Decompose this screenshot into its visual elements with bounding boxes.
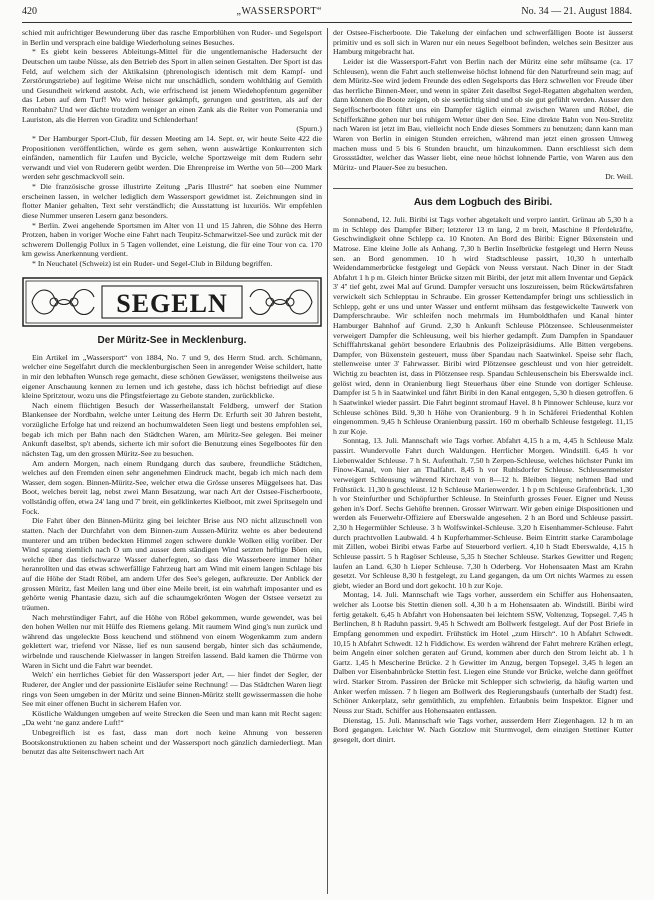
left-column	[22, 28, 322, 894]
note-paragraph: * Berlin. Zwei angehende Sportsmen im Alter von 11 und 15 Jahren, die Söhne des Herrn Protzen, haben in voriger Woche eine Fahrt nach Teupitz-Schmarwitzel-See und zurück mit der schwerem Dollengig Pollux in 5 Tagen vollendet, eine Leistung, die für eine Tour von ca. 170 km gewiss Anerkennung verdient.	[22, 220, 322, 259]
note-signature: (Spurn.)	[296, 124, 322, 134]
article-paragraph: Köstliche Waldungen umgeben auf weite Strecken die Seen und man kann mit Recht sagen: „Da weht ‘ne ganz andere Luft!“	[22, 708, 322, 728]
right-column	[333, 28, 633, 894]
article-heading: Der Müritz-See in Mecklenburg.	[97, 334, 247, 346]
column-divider	[327, 28, 328, 894]
article-paragraph: Die Fahrt über den Binnen-Müritz ging bei leichter Brise aus NO nicht allzuschnell von statten. Nach der Durchfahrt von dem Binnen-zum Aussen-Müritz wehte es aber bedeutend munterer und am trüben bedeckten Himmel zogen schwere dunkle Wolken eilig vorüber. Der Wind sprang ziemlich nach O um und ausser dem ständigen Wind setzten heftige Böen ein, welche über das tiefschwarze Wasser daherfegten, so dass die Wasserbeere immer höher heranrollten und das etwas schwerfällige Fahrzeug hart am Wind mit einem langen Schlage bis auf die Höhe der Stadt Röbel, am andern Ufer des See's gelegen, aufkreuzte. Der Anblick der grossen Müritz, fast Meilen lang und über eine Meile breit, ist ein wahrhaft imposanter und es gehörte wenig Phantasie dazu, sich auf die schaumgekrönten Wogen der Ostsee versetzt zu träumen.	[22, 516, 322, 612]
logbook-entry: Montag, 14. Juli. Mannschaft wie Tags vorher, ausserdem ein Schiffer aus Hohensaaten, welcher als Lootse bis Stettin dienen soll. 4,30 h a m Hohensaaten ab. Windstill. Biribi wird fertig getakelt. 6,45 h Abfahrt von Hohensaaten bei leichtem SSW, Voltenzug, Topsegel. 7,45 h Berlinchen, 8 h Raduhn passirt. 9,45 h Schwedt am Bollwerk festgelegt. Auf der Post Briefe in Empfang genommen und expedirt. Frühstück im Hotel „zum Hirsch“. 10 h Abfahrt Schwedt. 10,15 h Abfahrt Schwedt. 12 h Fiddichow. Es werden während der Fahrt mehrere Krähen erlegt, beim Angeln einer solchen geraten auf Grund, kommen aber durch den Strom leicht ab. 1 h Gartz. 1,45 h Mescherine Brücke. 2 h Gewitter im Anzug, bergen Topsegel. 3,45 h legen an Dalben vor Eisenbahnbrücke Stettin fest. Liegen eine Stunde vor Brücke, welche dann geöffnet wird. Starker Strom. Passiren der Brücke mit Schlepper sich schwierig, da häufig warten und Anker werfen müssen. 7 h liegen am Bollwerk des Regierungsbaufs (unterhalb der Stadt) fest. Schöner Ankerplatz, sehr gemüthlich, zu empfehlen. Erlaubnis beim Inspektor. Eigner und Neuss zur Stadt. Schiffer aus Hohensaaten entlassen.	[333, 590, 633, 715]
article-signature: Dr. Weil.	[605, 172, 633, 182]
article-paragraph: der Ostsee-Fischerboote. Die Takelung der einfachen und schwerfälligen Boote ist äusserst primitiv und es soll sich in Waren nur ein neues Segelboot befinden, welches sein Besitzer aus Hamburg mitgebracht hat.	[333, 28, 633, 57]
article-paragraph: Nach mehrstündiger Fahrt, auf die Höhe von Röbel gekommen, wurde gewendet, was bei den hohen Wellen nur mit Hülfe des Riemens gelang. Mit raumem Wind ging's nun zurück und während das ungeleckte Boss keuchend und stöhnend von einem Wogenkamm zum andern geklettert war, triefend vor Nässe, lief es nun sausend bergab, hinter sich das schäumende, wirbelnde und rauschende Kielwasser in langen Streifen lassend. Bald kamen die Thürme von Waren in Sicht und die Fahrt war beendet.	[22, 612, 322, 670]
article-paragraph: Am andern Morgen, nach einem Rundgang durch das saubere, freundliche Städtchen, welches auf den Fremden einen sehr angenehmen Eindruck macht, begab ich mich nach dem Wasser, dem sogen. Binnen-Müritz-See, welcher etwa die Grösse unseres Müggelsees hat. Das Boot, welches bereit lag, nebst zwei Mann Besatzung, war nach Art der Ostsee-Fischerboote, vollständig offen, etwa 24' lang und 7' breit, ein gelklinkertes Kielboot, mit zwei Spritsegeln und Fock.	[22, 458, 322, 516]
article-paragraph: Nach einem flüchtigen Besuch der Wasserheilanstalt Feldberg, umwerf der Station Blankensee der Nordbahn, welche unter Leitung des Herrn Dr. Erfurth seit 30 Jahren besteht, vorzügliche Erfolge hat und reizend an hochumwaldeten Seen liegt und bestens empfohlen sei, begab ich mich per Bahn nach den Städtchen Waren, am Müritz-See gelegen. Bei meiner Ankunft daselbst, sp't abends, sicherte ich mir sofort die Benutzung eines Segelbootes für den nächsten Tag, um den grossen Müritz-See zu besuchen.	[22, 400, 322, 458]
article-paragraph: Ein Artikel im „Wassersport“ von 1884, No. 7 und 9, des Herrn Stud. arch. Schümann, welcher eine Segelfahrt durch die mecklenburgischen Seen in anregender Weise schildert, hatte in mir den lebhaften Wunsch rege gemacht, diese schönen Gewässer, wenigstens theilweise aus eigener Anschauung kennen zu lernen und ich gestehe, dass ich höchst befriedigt auf diese kleine Spritztour, wozu uns die Pfingstfeiertage zu Gebote standen, zurückblicke.	[22, 352, 322, 401]
note-paragraph: * Es giebt kein besseres Ableitungs-Mittel für die ungentlemanische Hadersucht der Deutschen um taube Nüsse, als den Betrieb des Sport in allen seinen Gestalten. Der Sport ist das Feld, auf welchem sich der Aktikalsinn (phrenologisch identisch mit dem Kampf- und Zerstörungstriebe) auf legitime Weise nicht nur unschädlich, sondern wohlthätig auf Gemüth und Gesundheit wirkend austobt. Ach, wie erfrischend ist jenem Wiedehopfentum gegenüber das Leben auf dem Turf! Wo wird heisser gekämpft, gerungen und gestritten, als auf der Rennbahn? Und wer dächte trotzdem weniger an einen Zank als die Reiter von Pomerania und Lauriston, als die Herren von Graditz und Schlenderhan!	[22, 47, 322, 124]
article-paragraph: Leider ist die Wassersport-Fahrt von Berlin nach der Müritz eine sehr mühsame (ca. 17 Schleusen), wenn die Fahrt auch stellenweise höchst lohnend für den Naturfreund sein mag; auf dem Müritz-See wird jedem Freunde des edlen Segelsports das Herz schwellen vor Freude über das herrliche Binnen-Meer, und wenn in später Zeit daselbst Segel-Regatten abgehalten werden, dann können die Boote zeigen, ob sie seetüchtig sind und ob sie gut gefühlt werden. Ausser den Segelfischerbooten führt uns ein Dampfer täglich einmal zwischen Waren und Röbel, die Schifferkähne gehen nur bei ruhigem Wetter über den See. Eine direkte Bahn von Neu-Strelitz nach Waren ist jetzt im Bau, vielleicht noch Ende dieses Sommers zu benutzen; dann kann man Waren von Berlin in einigen Stunden erreichen, während man jetzt einen grossen Umweg machen muss und 5 bis 6 Stunden braucht, um hinzukommen. Dann erschliesst sich dem Grossstädter, welcher das Wasser liebt, eine neue höchst lohnende Partie, von Waren aus den Müritz- und Plauer-See zu besuchen.	[333, 56, 633, 172]
logbook-heading: Aus dem Logbuch des Biribi.	[413, 197, 553, 208]
article-paragraph: Unbegreiflich ist es fast, dass man dort noch keine Ahnung von besseren Bootskonstruktionen zu haben scheint und der Wassersport noch gänzlich darniederliegt. Man benutzt das alte Seitenschwert nach Art	[22, 728, 322, 757]
logbook-entry: Dienstag, 15. Juli. Mannschaft wie Tags vorher, ausserdem Herr Ziegenhagen. 12 h m an Bord gegangen. Leichter W. Nach Gotzlow mit Sturmvogel, dem einzigen Stettiner Kutter gesegelt, dort dinirt.	[333, 715, 633, 744]
page-number: 420	[22, 6, 37, 17]
journal-title: „WASSERSPORT“	[236, 6, 322, 17]
note-paragraph: * Der Hamburger Sport-Club, für dessen Meeting am 14. Sept. er, wir heute Seite 422 die Propositionen veröffentlichen, würde es gern sehen, wenn auswärtige Konkurrenten sich einfänden, namentlich für Laufen und Bycicle, welche Sportzweige mit dem Rudern sehr verwandt und viel von Ruderern geübt werden. Die Ehrenpreise im Werthe von 50—200 Mark werden sehr geschmackvoll sein.	[22, 133, 322, 182]
logbook-entry: Sonnabend, 12. Juli. Biribi ist Tags vorher abgetakelt und verpro iantirt. Grünau ab 5,30 h a m in Schlepp des Dampfer Biber; letzterer 13 m lang, 2 m breit, Maschine 8 Pferdekräfte, Geschwindigkeit ohne Schlepp ca. 10 Knoten. An Bord des Biribi: Eigner Büxenstein und Matrose. Eine kleine Jolle als Anhang. 7,30 h Berlin Inselbrücke festgelegt und Herrn Neuss sen. an Bord genommen. 10 h wird Stadtschleuse passirt, 10,30 h unterhalb Weidendammerbrücke festgelegt und Gepäck von Neuss verstaut. Nach Diner in der Stadt Abfahrt 1 h p m. Gleich hinter Brücke sitzen mit Biribi, der jetzt mit allem Inventar und Gepäck 3' 4'' tief geht, zwei Mal auf Grund. Dampfer versucht uns loszureissen, beim Rückwärtsfahren verwickelt sich Schlepptau in Schraube. Ein grosser Kettendampfer bringt uns schliesslich in Schlepp, geht er uns und unter Wasser und entfernt mühsam das festgewickelte Tauwerk von Dampferschraube. Wir schleifen noch mehrmals im Humboldthafen und Kanal hinter Hamburger Bahnhof auf Grund. 2,30 h Ankunft Schleuse Plötzensee. Schleusenmeister verweigert Dampfer die Schleusung, weil bis hierher gedampft. Zum Dampfen in Spandauer Schifffahrtskanal gehört besondere Erlaubnis des Polizeipräsidiums. Alle Bitten vergebens. Dampfer, von Büxenstein gesteuert, muss über Spandau nach Saatwinkel. Speise sehr flach, stellenweise unter 3' Fahrwasser. Biribi wird Plötzensee geschleust und von hier getreidelt. Wichtig zu beachten ist, dass in Plötzensee resp. Spandau Schleusenschein bis Eberswalde incl. gelöst wird, denn in Oranienburg liegt Steuerhaus über eine Stunde von dortiger Schleuse. Dampfer ist 5 h in Saatwinkel und fährt Biribi in den Kanal entgegen, 5,30 h diesen getroffen. 6 h Saatwinkel wieder passirt. Die Fahrt beginnt stromauf Havel. 8 h Pinnower Schleuse, kurz vor Schleuse schönes Bild. 9,30 h Höhe von Oranienburg. 9 h in Schäferei Friedenthal Kohlen eingenommen. 9,45 h Schleuse Oranienburg passirt. 160 m oberhalb Schleuse festgelegt. 11,15 h zur Koje.	[333, 215, 633, 436]
section-rule	[333, 188, 633, 189]
page-header	[22, 6, 632, 23]
article-paragraph: Welch' ein herrliches Gebiet für den Wassersport jeder Art, — hier findet der Segler, der Ruderer, der Angler und der passionirte Eisläufer seine Rechnung! — Das Städtchen Waren liegt rings von Seen umgeben in der Müritz und seine Binnen-Müritz stellt gewissermassen die hohe See mit einer offenen Bucht in sicherem Hafen vor.	[22, 670, 322, 709]
issue-info: No. 34 — 21. August 1884.	[521, 6, 632, 17]
logbook-entry: Sonntag, 13. Juli. Mannschaft wie Tags vorher. Abfahrt 4,15 h a m, 4,45 h Schleuse Malz passirt. Wundervolle Fahrt durch Waldungen. Herrlicher Morgen. Windstill. 6,45 h vor Liebenwalder Schleuse. 7 h St. Aufenthalt. 7,50 h Zerpen-Schleuse, welches höchster Punkt im Finow-Kanal, von hier an Thalfahrt. 8,45 h vor Ruhlsdorfer Schleuse. Schleusenmeister verweigert Schleusung während Kirchzeit von 8—12 h. Bleiben liegen; nehmen Bad und Frühstück. 11,30 h geschleust. 12 h Schleuse Marienwerder. 1 h p m Schleuse Grafenbrück. 1,30 h vor Steinfurther und Schöpfurther Schleuse. In Steinfurth grosses Feuer. Eigner und Neuss gehen in's Dorf. Sechs Gehöfte brennen. Grosser Wirrwarr. Wir geben einige Dispositionen und werden als Feuerwehr-Offiziere auf Eberswalde angesehen. 2 h an Bord und Schleuse passirt. 2,30 h Hegermühler Schleuse. 3 h Wolfswinkel-Schleuse. 3,20 h Eisenhammer-Schleuse. Fahrt durch prachtvollen Laubwald. 4 h Kupferhammer-Schleuse. Beim Eintritt starke Carambolage mit Zillen, wobei Biribi etwas Farbe auf Steuerbord verliert. 4,10 h Stadt Eberswalde, 4,15 h Schleuse passirt. 5 h Ragöser Schleuse, 5,35 h Stecher Schleuse. Starkes Gewitter und Regen; laufen an Land. 6,30 h Lieper Schleuse. 7,30 h Oderberg. Vor Hohensaaten Mast am Krahn gesetzt. Vor Schleuse 8,30 h festgelegt, zu Land gegangen, da um Ort nichts Warmes zu essen giebt, wieder an Bord und dort gekocht. 10 h zur Koje.	[333, 436, 633, 590]
note-paragraph: schied mit aufrichtiger Bewunderung über das rasche Emporblühen von Ruder- und Segelsport in Berlin und versprach eine baldige Wiederholung seines Besuches.	[22, 28, 322, 47]
section-title: SEGELN	[116, 288, 228, 318]
note-paragraph: * Die französische grosse illustrirte Zeitung „Paris Illustré“ hat soeben eine Nummer erscheinen lassen, in welcher lediglich dem Wassersport gewidmet ist. Zeichnungen sind in flotter Manier gehalten, Text sehr verständlich; die Ausstattung ist luxuriös. Wir empfehlen diese Nummer unseren Lesern ganz besonders.	[22, 182, 322, 220]
segeln-section-banner	[22, 277, 322, 327]
note-paragraph: * In Neuchatel (Schweiz) ist ein Ruder- und Segel-Club in Bildung begriffen.	[32, 259, 273, 268]
